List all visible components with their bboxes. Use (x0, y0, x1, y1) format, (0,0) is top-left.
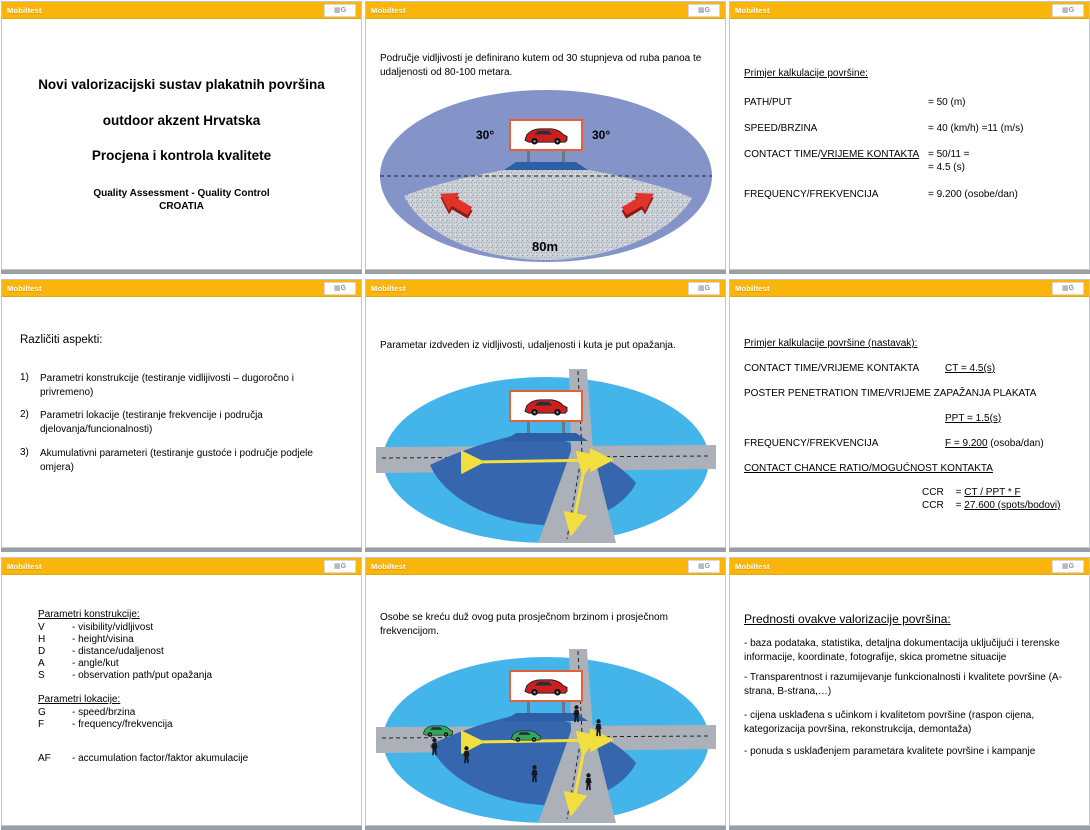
item-number: 3) (20, 447, 29, 458)
brand-label: Mobiltest (7, 283, 42, 293)
brand-logo-icon: ▦G (688, 4, 720, 17)
bullet-item: - cijena usklađena s učinkom i kvalitetom površine (raspon cijena, kategorizacija površina, rekonstrukcija, demontaža) (744, 710, 1035, 735)
param-desc: - height/visina (72, 634, 134, 645)
param-desc: - angle/kut (72, 658, 119, 669)
param-key: D (38, 646, 46, 657)
list-item: Akumulativni parameteri (testiranje gustoće i područje podjele omjera) (40, 448, 313, 473)
brand-logo-icon: ▦G (1052, 282, 1084, 295)
param-key: AF (38, 753, 51, 764)
group-title: Parametri lokacije: (38, 694, 121, 705)
slide-6[interactable] (729, 279, 1090, 548)
brand-label: Mobiltest (371, 561, 406, 571)
brand-logo-icon: ▦G (688, 560, 720, 573)
calc-label: PATH/PUT (744, 97, 792, 108)
param-key: S (38, 670, 45, 681)
slide-7[interactable] (1, 557, 362, 826)
slide-8[interactable] (365, 557, 726, 826)
slide-header (730, 280, 1089, 297)
angle-label-left: 30° (476, 128, 495, 142)
param-desc: - speed/brzina (72, 707, 136, 718)
slide-text: Parametar izdveden iz vidljivosti, udaljenosti i kuta je put opažanja. (380, 340, 676, 351)
slide-1[interactable] (1, 1, 362, 270)
brand-label: Mobiltest (735, 283, 770, 293)
slide-3[interactable] (729, 1, 1090, 270)
list-item: Parametri lokacije (testiranje frekvencije i područja djelovanja/funcionalnosti) (40, 410, 263, 435)
brand-logo-icon: ▦G (1052, 4, 1084, 17)
param-desc: - frequency/frekvencija (72, 719, 173, 730)
group-title: Parametri konstrukcije: (38, 609, 140, 620)
calc-value: = 9.200 (osobe/dan) (928, 189, 1018, 200)
param-desc: - observation path/put opažanja (72, 670, 213, 681)
ccr-row: CCR = 27.600 (spots/bodovi) (922, 500, 1061, 511)
param-key: G (38, 707, 46, 718)
brand-label: Mobiltest (735, 561, 770, 571)
calc-label: POSTER PENETRATION TIME/VRIJEME ZAPAŽANJA PLAKATA (744, 388, 1037, 399)
calc-title: Primjer kalkulacije površine: (744, 68, 868, 79)
calc-value: CT = 4.5(s) (945, 363, 996, 374)
calc-value: = 50/11 = (928, 149, 970, 160)
calc-label: FREQUENCY/FREKVENCIJA (744, 438, 879, 449)
param-key: V (38, 622, 45, 633)
slide-header (366, 558, 725, 575)
brand-label: Mobiltest (7, 561, 42, 571)
bullet-item: - Transparentnost i razumijevanje funkcionalnosti i kvalitete površine (A-strana, B-strana,…) (744, 672, 1062, 697)
slide-9[interactable] (729, 557, 1090, 826)
title-line: Procjena i kontrola kvalitete (91, 148, 272, 163)
subtitle-line: Quality Assessment - Quality Control (93, 188, 270, 199)
slide-header (730, 558, 1089, 575)
billboard-icon (504, 391, 588, 441)
slide-header (2, 280, 361, 297)
calc-label: CONTACT TIME/VRIJEME KONTAKTA (744, 149, 920, 160)
title-line: outdoor akzent Hrvatska (102, 113, 261, 128)
distance-label: 80m (532, 239, 559, 254)
ccr-row: CCR = CT / PPT * F (922, 487, 1021, 498)
calc-value: PPT = 1.5(s) (945, 413, 1002, 424)
brand-logo-icon: ▦G (688, 282, 720, 295)
calc-title: Primjer kalkulacije površine (nastavak): (744, 338, 918, 349)
brand-logo-icon: ▦G (324, 4, 356, 17)
benefits-title: Prednosti ovakve valorizacije površina: (744, 612, 951, 626)
visibility-diagram-svg (376, 84, 716, 262)
brand-label: Mobiltest (735, 5, 770, 15)
path-diagram (376, 363, 716, 543)
param-desc: - accumulation factor/faktor akumulacije (72, 753, 249, 764)
slide-header (2, 2, 361, 19)
calc-value: = 40 (km/h) =11 (m/s) (928, 123, 1024, 134)
frequency-diagram (376, 643, 716, 823)
slide-2[interactable] (365, 1, 726, 270)
slide-header (366, 2, 725, 19)
brand-logo-icon: ▦G (1052, 560, 1084, 573)
calc-label: FREQUENCY/FREKVENCIJA (744, 189, 879, 200)
slide-text: Osobe se kreću duž ovog puta prosječnom brzinom i prosječnom frekvencijom. (380, 612, 668, 637)
title-line: Novi valorizacijski sustav plakatnih površina (38, 77, 325, 92)
visibility-diagram (376, 84, 716, 262)
item-number: 1) (20, 372, 29, 383)
brand-label: Mobiltest (371, 283, 406, 293)
param-key: A (38, 658, 45, 669)
aspects-title: Različiti aspekti: (20, 334, 103, 346)
brand-label: Mobiltest (371, 5, 406, 15)
brand-logo-icon: ▦G (324, 282, 356, 295)
calc-value: F = 9.200 (osoba/dan) (945, 438, 1044, 449)
item-number: 2) (20, 409, 29, 420)
bullet-item: - ponuda s usklađenjem parametara kvalitete površine i kampanje (744, 746, 1036, 757)
slide-header (366, 280, 725, 297)
calc-label: SPEED/BRZINA (744, 123, 818, 134)
brand-label: Mobiltest (7, 5, 42, 15)
billboard-icon (504, 120, 588, 170)
path-diagram-svg (376, 363, 716, 543)
calc-value: = 50 (m) (928, 97, 966, 108)
slide-4[interactable] (1, 279, 362, 548)
param-key: H (38, 634, 46, 645)
slide-5[interactable] (365, 279, 726, 548)
param-desc: - distance/udaljenost (72, 646, 164, 657)
slide-text: Područje vidljivosti je definirano kutem od 30 stupnjeva od ruba panoa te udaljenosti od 80-100 metara. (380, 53, 702, 78)
bullet-item: - baza podataka, statistika, detaljna dokumentacija uključijući i terenske informacije, koordinate, fotografije, skica prometne situacije (744, 638, 1060, 663)
slide-header (2, 558, 361, 575)
frequency-diagram-svg (376, 643, 716, 823)
brand-logo-icon: ▦G (324, 560, 356, 573)
slide-header (730, 2, 1089, 19)
subtitle-line: CROATIA (159, 201, 204, 212)
calc-value: = 4.5 (s) (928, 162, 965, 173)
angle-label-right: 30° (592, 128, 611, 142)
yellow-arrow-horizontal-icon (473, 460, 602, 462)
param-desc: - visibility/vidljivost (72, 622, 154, 633)
list-item: Parametri konstrukcije (testiranje vidlijivosti – dugoročno i privremeno) (40, 373, 294, 398)
calc-label: CONTACT TIME/VRIJEME KONTAKTA (744, 363, 920, 374)
calc-label: CONTACT CHANCE RATIO/MOGUĆNOST KONTAKTA (744, 463, 993, 474)
param-key: F (38, 719, 45, 730)
